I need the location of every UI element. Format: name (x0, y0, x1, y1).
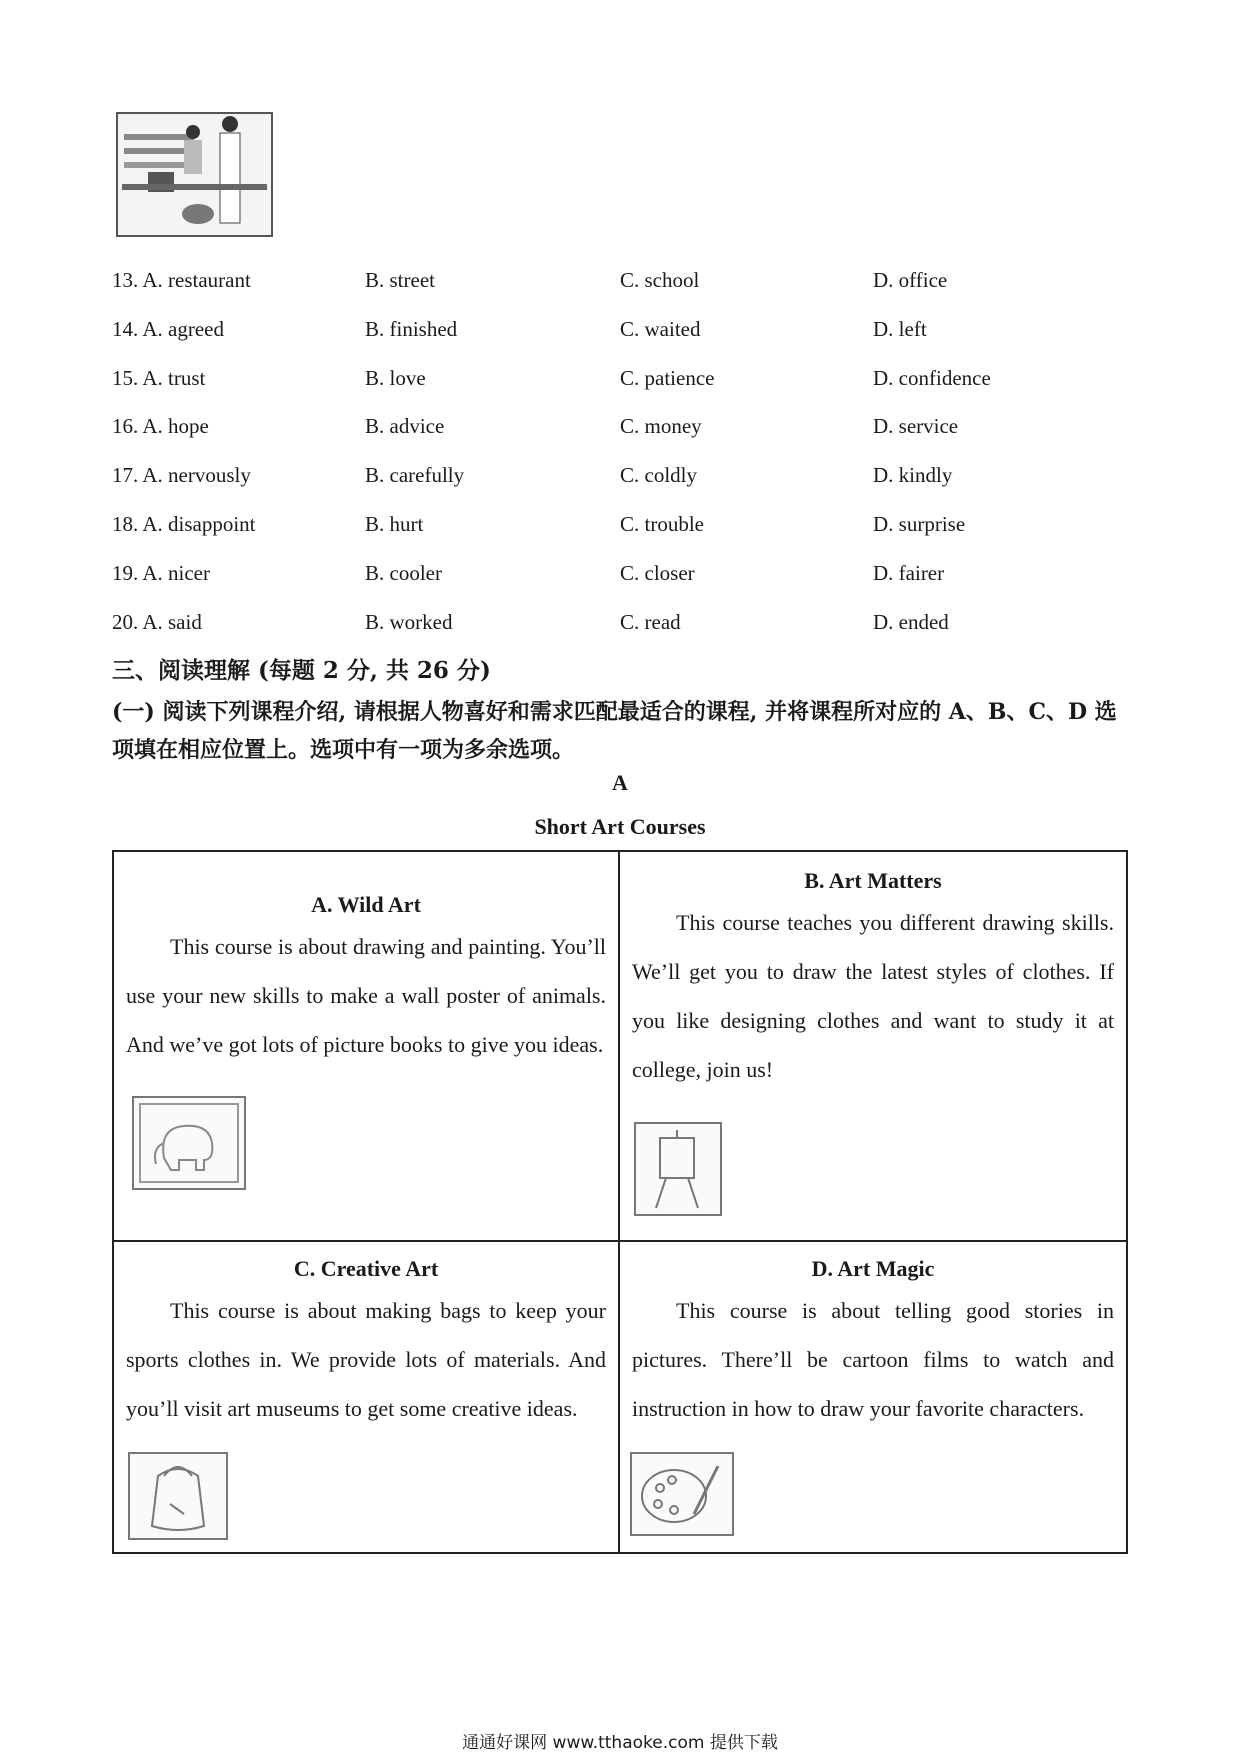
option-row (112, 356, 1122, 405)
passage-title: Short Art Courses (534, 814, 706, 839)
option: C. waited (620, 316, 701, 341)
course-heading: A. Wild Art (311, 892, 421, 917)
option-row (112, 307, 1122, 356)
option-row (112, 502, 1122, 551)
passage-letter: A (612, 770, 628, 795)
elephant-poster-icon (132, 1096, 246, 1190)
course-heading: B. Art Matters (804, 868, 942, 893)
option-row (112, 551, 1122, 600)
option: 14. A. agreed (112, 316, 224, 341)
option: D. kindly (873, 463, 953, 488)
option: B. finished (365, 316, 458, 341)
option: B. advice (365, 414, 445, 439)
option: 17. A. nervously (112, 463, 251, 488)
courses-table (112, 850, 1128, 1554)
option: C. money (620, 414, 702, 439)
page-footer: 通通好课网 www.tthaoke.com 提供下载 (462, 1733, 778, 1753)
option-row (112, 258, 1122, 307)
option: 20. A. said (112, 609, 202, 634)
easel-icon (634, 1122, 722, 1216)
option: C. closer (620, 560, 695, 585)
option: B. cooler (365, 560, 442, 585)
option: 18. A. disappoint (112, 511, 256, 536)
drawstring-bag-icon (128, 1452, 228, 1540)
shop-scene-illustration (116, 112, 273, 237)
option: 15. A. trust (112, 365, 206, 390)
course-cell-b (620, 852, 1126, 1240)
option-row (112, 453, 1122, 502)
option: D. surprise (873, 511, 966, 536)
option: C. school (620, 268, 700, 292)
option: D. fairer (873, 560, 945, 585)
option: 16. A. hope (112, 414, 209, 439)
course-heading: C. Creative Art (293, 1256, 439, 1281)
option: D. service (873, 414, 959, 439)
multiple-choice-options (112, 258, 1122, 648)
course-description: This course teaches you different drawing skills. We’ll get you to draw the latest styles of clothes. If you like designing clothes and want to study it at college, join us! (632, 910, 1114, 1082)
course-description: This course is about telling good stories in pictures. There’ll be cartoon films to watch and instruction in how to draw your favorite characters. (632, 1298, 1114, 1421)
option: B. street (365, 268, 435, 292)
course-description: This course is about making bags to keep your sports clothes in. We provide lots of materials. And you’ll visit art museums to get some creative ideas. (126, 1298, 606, 1421)
option: B. carefully (365, 463, 465, 488)
option: 19. A. nicer (112, 560, 210, 585)
option: B. love (365, 365, 426, 390)
option: D. ended (873, 609, 949, 634)
section-instruction: (一) 阅读下列课程介绍, 请根据人物喜好和需求匹配最适合的课程, 并将课程所对应的 A、B、C、D 选项填在相应位置上。选项中有一项为多余选项。 (112, 699, 1117, 763)
option: D. office (873, 268, 948, 292)
option: B. hurt (365, 511, 424, 536)
option: D. left (873, 316, 927, 341)
option: C. trouble (620, 511, 704, 536)
option: C. read (620, 609, 681, 634)
option: B. worked (365, 609, 453, 634)
option: C. coldly (620, 463, 697, 488)
course-cell-c (114, 1242, 618, 1552)
course-description: This course is about drawing and painting. You’ll use your new skills to make a wall poster of animals. And we’ve got lots of picture books to give you ideas. (126, 934, 606, 1057)
option: D. confidence (873, 365, 991, 390)
option-row (112, 404, 1122, 453)
course-cell-a (114, 852, 618, 1240)
option: 13. A. restaurant (112, 268, 251, 292)
course-heading: D. Art Magic (811, 1256, 935, 1281)
paint-palette-icon (630, 1452, 734, 1536)
section-title: 三、阅读理解 (每题 2 分, 共 26 分) (112, 657, 491, 684)
option: C. patience (620, 365, 715, 390)
option-row (112, 600, 1122, 649)
course-cell-d (620, 1242, 1126, 1552)
